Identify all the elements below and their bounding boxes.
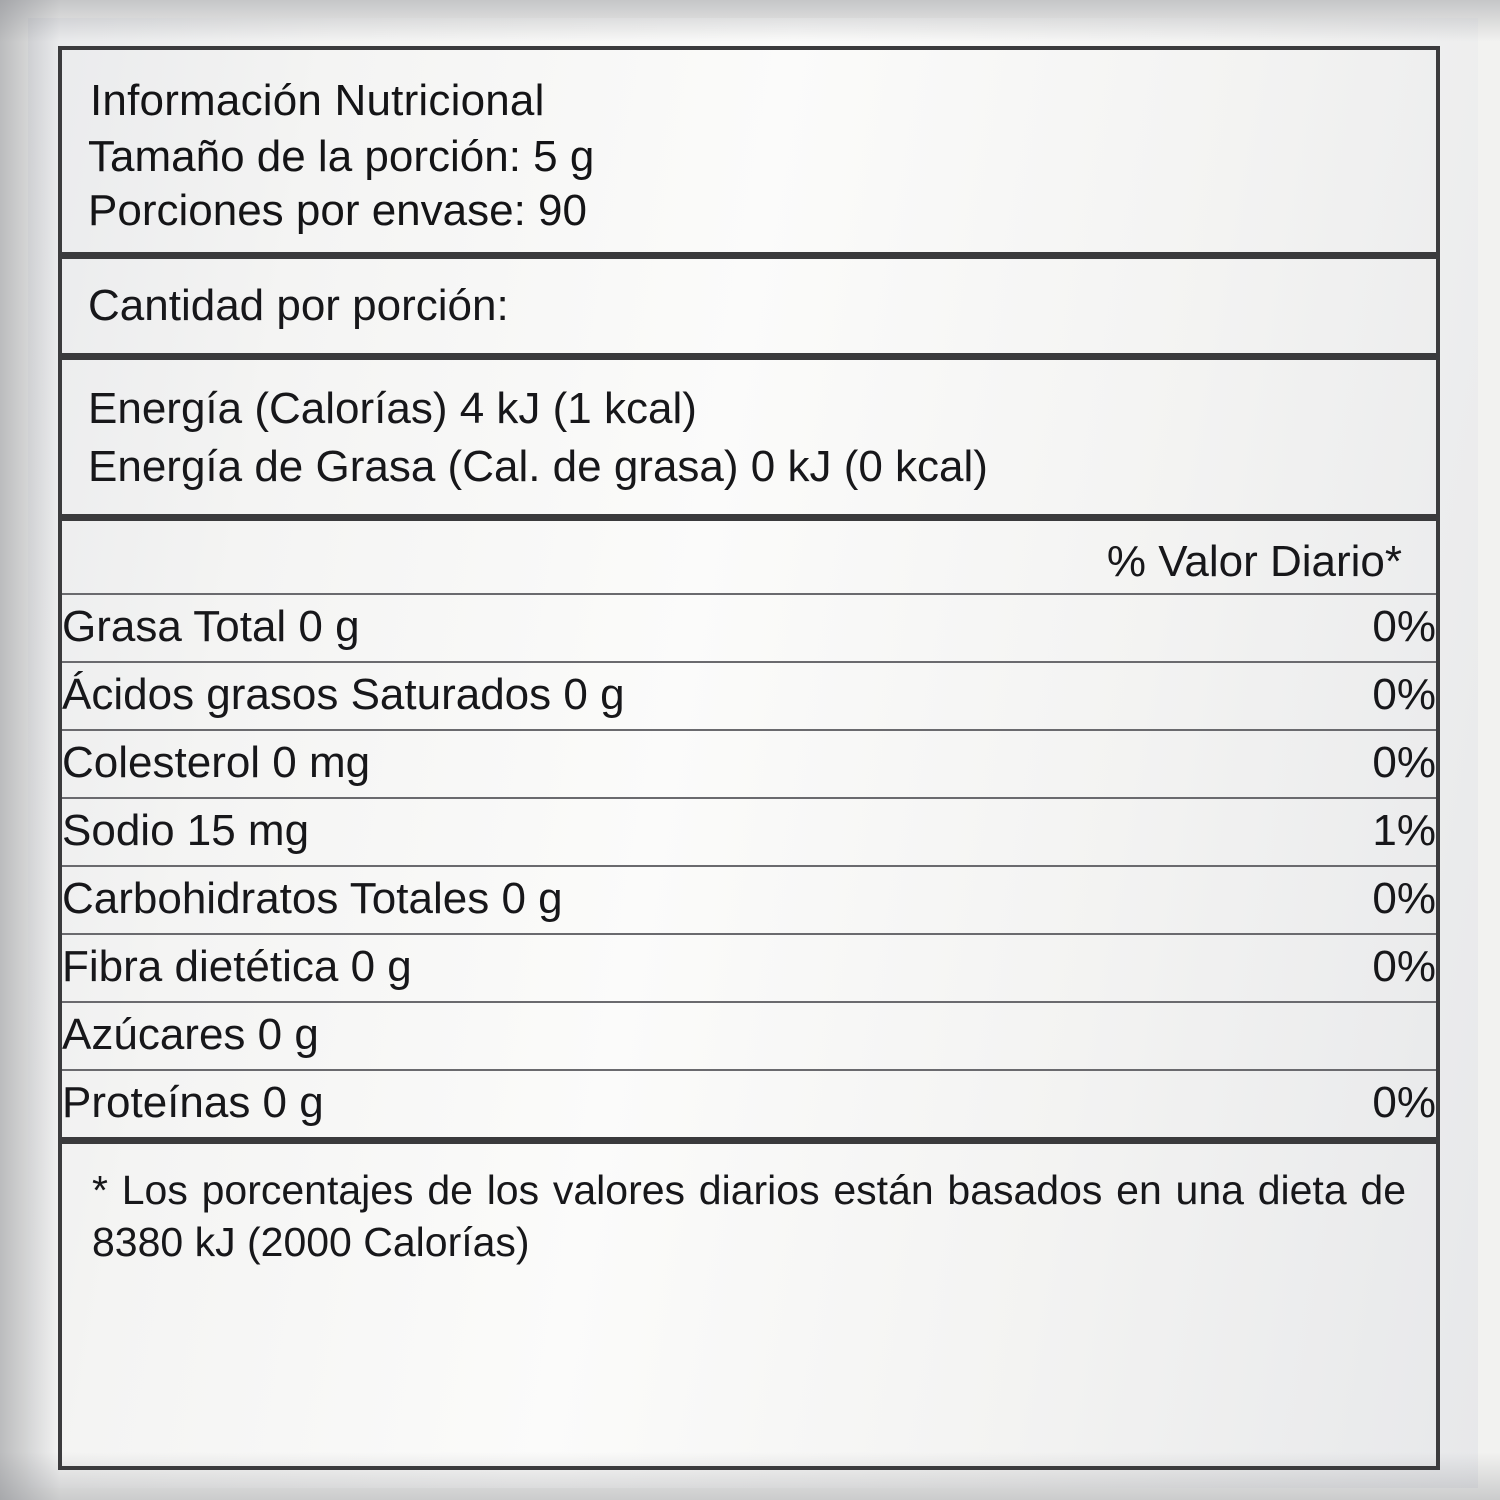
nutrient-daily-value: 0% — [1286, 662, 1436, 730]
table-row — [62, 934, 1436, 1002]
nutrition-facts-panel — [58, 46, 1440, 1470]
nutrient-daily-value: 0% — [1286, 866, 1436, 934]
serving-size-text: Tamaño de la porción: 5 g — [88, 132, 595, 181]
nutrient-daily-value: 0% — [1286, 730, 1436, 798]
energy-calories-text: Energía (Calorías) 4 kJ (1 kcal) — [88, 384, 697, 433]
table-row — [62, 1070, 1436, 1137]
nutrient-daily-value — [1286, 1002, 1436, 1070]
table-row — [62, 662, 1436, 730]
daily-value-header: % Valor Diario* — [1106, 537, 1402, 586]
amount-per-serving-text: Cantidad por porción: — [88, 281, 509, 330]
nutrient-daily-value: 0% — [1286, 1070, 1436, 1137]
panel-title: Información Nutricional — [90, 76, 545, 125]
nutrient-name: Colesterol 0 mg — [62, 730, 1286, 798]
nutrient-name: Sodio 15 mg — [62, 798, 1286, 866]
energy-from-fat-text: Energía de Grasa (Cal. de grasa) 0 kJ (0 kcal) — [88, 442, 988, 491]
divider-thick-3 — [62, 514, 1436, 521]
nutrient-name: Grasa Total 0 g — [62, 594, 1286, 662]
nutrient-name: Proteínas 0 g — [62, 1070, 1286, 1137]
table-row — [62, 730, 1436, 798]
nutrient-daily-value: 0% — [1286, 594, 1436, 662]
table-row — [62, 594, 1436, 662]
paper-shadow-left — [0, 0, 60, 1500]
nutrient-daily-value: 0% — [1286, 934, 1436, 1002]
divider-thick-1 — [62, 252, 1436, 259]
energy-block — [62, 360, 1436, 514]
servings-per-container-text: Porciones por envase: 90 — [88, 186, 587, 235]
divider-thick-2 — [62, 353, 1436, 360]
nutrient-name: Carbohidratos Totales 0 g — [62, 866, 1286, 934]
table-row — [62, 866, 1436, 934]
nutrient-name: Azúcares 0 g — [62, 1002, 1286, 1070]
paper-shadow-top — [0, 0, 1500, 42]
nutrient-name: Fibra dietética 0 g — [62, 934, 1286, 1002]
nutrient-daily-value: 1% — [1286, 798, 1436, 866]
daily-value-footnote: * Los porcentajes de los valores diarios están basados en una dieta de 8380 kJ (2000 Calorías) — [92, 1167, 1406, 1266]
nutrient-name: Ácidos grasos Saturados 0 g — [62, 662, 1286, 730]
table-row — [62, 798, 1436, 866]
table-row — [62, 1002, 1436, 1070]
nutrient-table — [62, 593, 1436, 1137]
divider-thick-4 — [62, 1137, 1436, 1144]
